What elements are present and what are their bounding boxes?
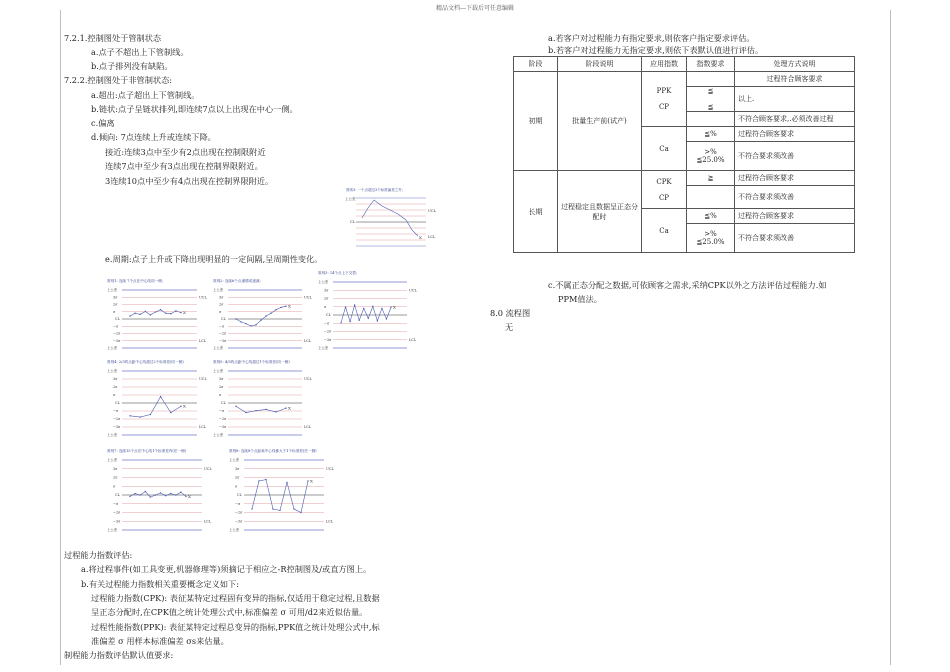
chart-point bbox=[270, 313, 271, 314]
near-rule-2: 连续7点中至少有3点出现在控制界限附近。 bbox=[105, 161, 263, 171]
chart-title: 准则2: 连续6个点递增或递减; bbox=[213, 279, 261, 283]
svg-text:CL: CL bbox=[350, 220, 356, 224]
chart-point bbox=[145, 491, 146, 492]
svg-text:上公差: 上公差 bbox=[345, 197, 356, 201]
control-chart-rule-3 bbox=[317, 268, 421, 354]
svg-text:2σ: 2σ bbox=[219, 385, 224, 390]
svg-text:2σ: 2σ bbox=[324, 296, 329, 301]
s722-item-b: b.链状:点子呈链状排列,即连续7点以上出现在中心一侧。 bbox=[91, 104, 298, 114]
chart-point bbox=[280, 307, 281, 308]
chart-point bbox=[170, 493, 171, 494]
svg-text:2σ: 2σ bbox=[113, 302, 118, 307]
chart-point bbox=[160, 492, 161, 493]
table-row: 初期 批量生产前(试产) PPK CP 过程符合顾客要求 bbox=[514, 72, 855, 87]
requirement-c-line2: PPM值法。 bbox=[558, 294, 602, 304]
chart-point bbox=[175, 310, 176, 311]
svg-text:X: X bbox=[393, 304, 396, 310]
chart-point bbox=[300, 512, 301, 513]
svg-text:LCL: LCL bbox=[199, 338, 207, 343]
chart-point bbox=[265, 409, 266, 410]
chart-point bbox=[180, 492, 181, 493]
svg-text:X: X bbox=[288, 405, 291, 411]
chart-point bbox=[260, 319, 261, 320]
svg-text:X: X bbox=[310, 478, 313, 484]
col-method: 处理方式说明 bbox=[735, 57, 855, 72]
stage-initial-desc: 批量生产前(试产) bbox=[558, 72, 642, 171]
chart-point bbox=[235, 318, 236, 319]
svg-text:−3σ: −3σ bbox=[235, 519, 243, 524]
section-8-body: 无 bbox=[505, 322, 514, 332]
chart-title: 准则3: 14个点上下交替; bbox=[318, 271, 358, 275]
capability-default-table: 阶段 阶段说明 应用指数 指数要求 处理方式说明 初期 批量生产前(试产) PPK CP 过程符合顾客要求 ≦ ≦ 以上. 不符合顾客要求,.必须改善过程 Ca ≦% 过程符合顾客要求 >% ≦25.0% 不符合要求须改善 长期 过程稳定且数据呈正态分配时 CPK CP ≧ 过程符合顾客要求 不符合要求须改善 Ca ≦% 过程符合顾客要求 >% ≦25.0% 不符合要求须改善 bbox=[513, 56, 855, 253]
svg-text:σ: σ bbox=[113, 393, 116, 398]
svg-text:−σ: −σ bbox=[113, 409, 119, 414]
chart-title: 准则4: 2/3的点距中心线超过2个标准差(同一侧) bbox=[107, 360, 184, 364]
chart-point bbox=[134, 493, 135, 494]
svg-text:−3σ: −3σ bbox=[219, 338, 227, 343]
requirement-b: b.若客户对过程能力无指定要求,则依下表默认值进行评估。 bbox=[548, 45, 764, 55]
svg-text:−3σ: −3σ bbox=[219, 425, 227, 430]
svg-text:UCL: UCL bbox=[204, 466, 212, 471]
svg-text:3σ: 3σ bbox=[113, 377, 118, 382]
s721-item-a: a.点子不超出上下管制线。 bbox=[91, 47, 189, 57]
chart-point bbox=[372, 306, 373, 307]
svg-text:−2σ: −2σ bbox=[324, 329, 332, 334]
index-ca: Ca bbox=[642, 127, 687, 171]
svg-text:上公差: 上公差 bbox=[213, 288, 224, 292]
page-header: 精品文档---下载后可任意编辑 bbox=[435, 5, 515, 12]
chart-point bbox=[358, 320, 359, 321]
control-chart-rule-2 bbox=[212, 276, 316, 354]
svg-text:−σ: −σ bbox=[235, 501, 241, 506]
right-margin-line bbox=[890, 10, 891, 665]
col-stage: 阶段 bbox=[514, 57, 558, 72]
svg-text:2σ: 2σ bbox=[235, 475, 240, 480]
index-ca-longterm: Ca bbox=[642, 209, 687, 253]
chart-point bbox=[386, 318, 387, 319]
requirement-c-line1: c.不属正态分配之数据,可依顾客之需求,采纳CPK以外之方法评估过程能力.如 bbox=[548, 280, 827, 290]
svg-text:X: X bbox=[419, 235, 422, 240]
svg-text:−2σ: −2σ bbox=[219, 417, 227, 422]
control-chart-rule-4 bbox=[106, 357, 211, 441]
svg-text:−σ: −σ bbox=[219, 409, 225, 414]
svg-text:σ: σ bbox=[113, 309, 116, 314]
chart-point bbox=[275, 309, 276, 310]
svg-text:3σ: 3σ bbox=[113, 466, 118, 471]
chart-point bbox=[155, 311, 156, 312]
chart-point bbox=[129, 415, 130, 416]
svg-text:UCL: UCL bbox=[199, 377, 207, 381]
chart-point bbox=[363, 308, 364, 309]
svg-text:X: X bbox=[288, 303, 291, 309]
svg-text:−3σ: −3σ bbox=[113, 519, 121, 524]
svg-text:上公差: 上公差 bbox=[107, 369, 118, 373]
table-row: Ca ≦% 过程符合顾客要求 bbox=[514, 209, 855, 224]
stage-initial: 初期 bbox=[514, 72, 558, 171]
svg-text:−3σ: −3σ bbox=[324, 337, 332, 342]
svg-text:σ: σ bbox=[219, 393, 222, 398]
table-row: 长期 过程稳定且数据呈正态分配时 CPK CP ≧ 过程符合顾客要求 bbox=[514, 171, 855, 186]
svg-text:LCL: LCL bbox=[409, 337, 417, 342]
chart-point bbox=[250, 325, 251, 326]
index-ppk-cp: PPK CP bbox=[642, 72, 687, 127]
chart-title: 准则5: 4/5的点距中心线超过1个标准差(同一侧) bbox=[213, 360, 290, 364]
chart-point bbox=[145, 311, 146, 312]
left-margin-line bbox=[60, 10, 61, 665]
control-chart-trend bbox=[344, 186, 436, 254]
svg-text:LCL: LCL bbox=[199, 425, 207, 429]
svg-text:2σ: 2σ bbox=[113, 475, 118, 480]
svg-text:−3σ: −3σ bbox=[113, 425, 121, 430]
chart-point bbox=[368, 318, 369, 319]
col-stage-desc: 阶段说明 bbox=[558, 57, 642, 72]
svg-text:−2σ: −2σ bbox=[113, 510, 121, 515]
s721-item-b: b.点子排列没有缺陷。 bbox=[91, 61, 173, 71]
chart-point bbox=[255, 324, 256, 325]
section-8-title: 8.0 流程图 bbox=[490, 308, 531, 318]
svg-text:CL: CL bbox=[237, 493, 242, 498]
svg-text:LCL: LCL bbox=[204, 519, 212, 524]
capability-title: 过程能力指数评估: bbox=[64, 550, 133, 560]
svg-text:UCL: UCL bbox=[409, 288, 417, 293]
svg-text:CL: CL bbox=[115, 317, 120, 322]
chart-point bbox=[165, 495, 166, 496]
chart-point bbox=[129, 496, 130, 497]
chart-point bbox=[150, 314, 151, 315]
chart-point bbox=[381, 308, 382, 309]
svg-text:2σ: 2σ bbox=[113, 385, 118, 390]
s722-item-a: a.超出:点子超出上下管制线。 bbox=[91, 90, 200, 100]
chart-point bbox=[293, 508, 294, 509]
svg-text:2σ: 2σ bbox=[219, 302, 224, 307]
svg-text:CL: CL bbox=[221, 317, 226, 322]
svg-text:UCL: UCL bbox=[326, 466, 334, 471]
chart-point bbox=[235, 406, 236, 407]
stage-longterm: 长期 bbox=[514, 171, 558, 253]
svg-text:σ: σ bbox=[113, 484, 116, 489]
svg-text:上公差: 上公差 bbox=[107, 528, 118, 532]
chart-point bbox=[140, 416, 141, 417]
svg-text:3σ: 3σ bbox=[113, 295, 118, 300]
chart-point bbox=[286, 482, 287, 483]
col-requirement: 指数要求 bbox=[687, 57, 735, 72]
chart-point bbox=[285, 306, 286, 307]
near-rule-1: 接近:连续3点中至少有2点出现在控制限附近 bbox=[105, 147, 266, 157]
svg-text:上公差: 上公差 bbox=[213, 369, 224, 373]
chart-point bbox=[345, 306, 346, 307]
svg-text:−3σ: −3σ bbox=[113, 338, 121, 343]
chart-point bbox=[185, 496, 186, 497]
capability-item-b: b.有关过程能力指数相关重要概念定义如下: bbox=[81, 579, 239, 589]
capability-item-a: a.将过程事件(如工具变更,机器修理等)须摘记于相应之-R控制图及/或直方图上。 bbox=[81, 564, 372, 574]
svg-text:上公差: 上公差 bbox=[107, 288, 118, 292]
svg-text:X: X bbox=[188, 493, 191, 499]
s722-item-c: c.偏离 bbox=[91, 118, 115, 128]
table-row: Ca ≦% 过程符合顾客要求 bbox=[514, 127, 855, 142]
svg-text:−2σ: −2σ bbox=[219, 331, 227, 336]
chart-point bbox=[255, 410, 256, 411]
control-chart-rule-5 bbox=[212, 357, 316, 441]
svg-text:−σ: −σ bbox=[113, 324, 119, 329]
svg-text:上公差: 上公差 bbox=[229, 528, 240, 532]
svg-text:σ: σ bbox=[235, 484, 238, 489]
svg-text:3σ: 3σ bbox=[219, 377, 224, 382]
chart-point bbox=[165, 313, 166, 314]
svg-text:UCL: UCL bbox=[199, 295, 207, 300]
svg-text:−2σ: −2σ bbox=[113, 331, 121, 336]
svg-text:CL: CL bbox=[115, 401, 120, 406]
svg-text:−2σ: −2σ bbox=[235, 510, 243, 515]
table-row: 不符合顾客要求,.必须改善过程 bbox=[514, 112, 855, 127]
control-chart-rule-1 bbox=[106, 276, 211, 354]
chart-point bbox=[155, 494, 156, 495]
svg-text:上公差: 上公差 bbox=[229, 458, 240, 462]
ppk-definition-1: 过程性能指数(PPK): 表征某特定过程总变异的指标,PPK值之统计处理公式中,标 bbox=[91, 622, 380, 632]
chart-point bbox=[160, 309, 161, 310]
chart-point bbox=[258, 480, 259, 481]
chart-point bbox=[340, 322, 341, 323]
table-row: 不符合要求须改善 bbox=[514, 186, 855, 209]
svg-text:σ: σ bbox=[324, 304, 327, 309]
col-index: 应用指数 bbox=[642, 57, 687, 72]
chart-point bbox=[285, 407, 286, 408]
svg-text:3σ: 3σ bbox=[324, 288, 329, 293]
chart-point bbox=[390, 306, 391, 307]
svg-text:LCL: LCL bbox=[326, 519, 334, 524]
svg-text:上公差: 上公差 bbox=[107, 433, 118, 437]
chart-point bbox=[140, 314, 141, 315]
near-rule-3: 3连续10点中至少有4点出现在控制界限附近。 bbox=[105, 176, 274, 186]
chart-title: 准则8: 连续8个点距离中心线都大于1个标准差(任一侧) bbox=[229, 449, 317, 453]
svg-text:LCL: LCL bbox=[304, 338, 312, 343]
chart-point bbox=[150, 496, 151, 497]
svg-text:上公差: 上公差 bbox=[213, 433, 224, 437]
svg-text:UCL: UCL bbox=[304, 377, 312, 381]
svg-text:UCL: UCL bbox=[428, 209, 436, 213]
chart-title: 准则1: 连续 7个点在中心线同一侧; bbox=[107, 279, 163, 283]
chart-point bbox=[265, 479, 266, 480]
default-requirement-title: 制程能力指数评估默认值要求: bbox=[64, 650, 174, 660]
chart-point bbox=[180, 312, 181, 313]
chart-point bbox=[265, 315, 266, 316]
chart-point bbox=[377, 320, 378, 321]
svg-text:CL: CL bbox=[115, 493, 120, 498]
table-header-row bbox=[514, 57, 855, 72]
cpk-definition-1: 过程能力指数(CPK): 表征某特定过程固有变异的指标,仅适用于稳定过程,且数据 bbox=[91, 593, 380, 603]
chart-point bbox=[275, 411, 276, 412]
chart-point bbox=[354, 304, 355, 305]
chart-point bbox=[150, 414, 151, 415]
svg-text:X: X bbox=[183, 403, 186, 409]
svg-text:LCL: LCL bbox=[304, 425, 312, 429]
stage-longterm-desc: 过程稳定且数据呈正态分配时 bbox=[558, 171, 642, 253]
svg-text:上公差: 上公差 bbox=[213, 346, 224, 350]
svg-text:CL: CL bbox=[221, 401, 226, 406]
svg-text:上公差: 上公差 bbox=[107, 346, 118, 350]
control-chart-rule-8 bbox=[228, 446, 338, 536]
chart-point bbox=[170, 313, 171, 314]
svg-text:UCL: UCL bbox=[304, 295, 312, 300]
chart-point bbox=[160, 396, 161, 397]
cpk-definition-2: 呈正态分配时,在CPK值之统计处理公式中,标准偏差 σ 可用/d2来近似估量。 bbox=[91, 607, 368, 617]
chart-point bbox=[245, 323, 246, 324]
chart-point bbox=[134, 313, 135, 314]
index-cpk-cp: CPK CP bbox=[642, 171, 687, 209]
chart-title: 准则7: 连续15个点在中心线1个标准差内(任一侧) bbox=[107, 449, 186, 453]
svg-text:上公差: 上公差 bbox=[318, 346, 329, 350]
chart-point bbox=[279, 510, 280, 511]
section-7-2-1-title: 7.2.1.控制图处于管制状态 bbox=[64, 33, 162, 43]
svg-text:−σ: −σ bbox=[113, 501, 119, 506]
svg-text:X: X bbox=[183, 310, 186, 316]
chart-point bbox=[175, 494, 176, 495]
chart-title: 准则3: 一个点超过3个标准偏差之外; bbox=[346, 188, 403, 192]
requirement-a: a.若客户对过程能力有指定要求,则依客户指定要求评估。 bbox=[548, 33, 755, 43]
chart-point bbox=[139, 494, 140, 495]
ppk-definition-2: 准偏差 σ 用样本标准偏差 σs来估量。 bbox=[91, 636, 229, 646]
svg-text:σ: σ bbox=[219, 309, 222, 314]
s722-item-d: d.倾向: 7点连续上升或连续下降。 bbox=[91, 132, 216, 142]
chart-point bbox=[245, 412, 246, 413]
chart-point bbox=[129, 315, 130, 316]
svg-text:−2σ: −2σ bbox=[113, 417, 121, 422]
svg-text:−σ: −σ bbox=[219, 324, 225, 329]
svg-text:LCL: LCL bbox=[428, 235, 436, 239]
svg-text:CL: CL bbox=[326, 313, 331, 318]
s722-item-e: e.周期:点子上升或下降出现明显的一定间隔,呈周期性变化。 bbox=[105, 254, 323, 264]
chart-point bbox=[349, 321, 350, 322]
chart-point bbox=[251, 508, 252, 509]
chart-point bbox=[307, 480, 308, 481]
chart-point bbox=[272, 508, 273, 509]
svg-text:上公差: 上公差 bbox=[318, 280, 329, 284]
svg-text:3σ: 3σ bbox=[219, 295, 224, 300]
svg-text:3σ: 3σ bbox=[235, 466, 240, 471]
chart-point bbox=[240, 321, 241, 322]
svg-text:−σ: −σ bbox=[324, 321, 330, 326]
svg-text:上公差: 上公差 bbox=[107, 458, 118, 462]
chart-point bbox=[180, 406, 181, 407]
section-7-2-2-title: 7.2.2.控制图处于非管制状态: bbox=[64, 75, 173, 85]
chart-point bbox=[170, 412, 171, 413]
control-chart-rule-7 bbox=[106, 446, 216, 536]
